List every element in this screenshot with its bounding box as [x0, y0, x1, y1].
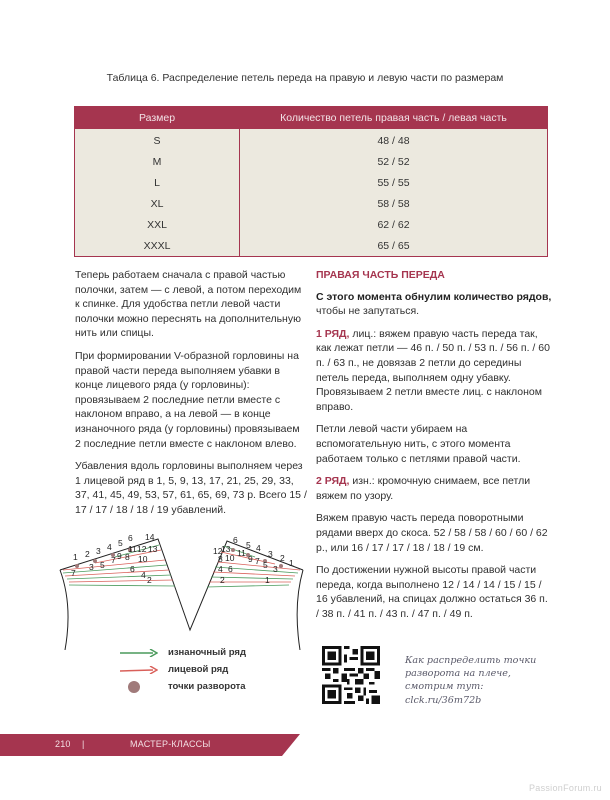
intro-rest: чтобы не запутаться.: [316, 305, 420, 318]
svg-text:3: 3: [89, 562, 94, 572]
svg-text:2: 2: [220, 575, 225, 585]
table-row: [75, 235, 548, 257]
svg-text:10: 10: [225, 553, 235, 563]
svg-text:2: 2: [280, 553, 285, 563]
svg-text:11: 11: [128, 544, 137, 554]
shoulder-diagram: [55, 530, 310, 650]
cell-size: XL: [75, 193, 240, 214]
cell-loops: 48 / 48: [377, 134, 410, 147]
cell-loops: 62 / 62: [377, 218, 410, 231]
svg-text:6: 6: [128, 533, 133, 543]
svg-text:2: 2: [85, 549, 90, 559]
right-column: [316, 268, 552, 629]
svg-text:3: 3: [273, 564, 278, 574]
legend-label: лицевой ряд: [168, 664, 229, 675]
svg-text:1: 1: [73, 552, 78, 562]
cell-size: XXL: [75, 214, 240, 235]
svg-text:7: 7: [111, 555, 116, 565]
table-row: [75, 151, 548, 172]
svg-text:5: 5: [118, 538, 123, 548]
row-2-text: изн.: кромочную снимаем, все петли вяжем по узору.: [316, 475, 531, 502]
svg-text:10: 10: [138, 554, 148, 564]
table-header-row: [75, 107, 548, 130]
svg-text:12: 12: [137, 544, 147, 554]
qr-note-line: Как распределить точки: [405, 655, 537, 666]
paragraph-row-1: [316, 327, 552, 415]
row-2-label: 2 РЯД,: [316, 475, 350, 488]
qr-note: [405, 654, 536, 707]
legend-item-right-side-row: [120, 661, 246, 678]
section-name: МАСТЕР-КЛАССЫ: [130, 739, 211, 749]
row-1-label: 1 РЯД,: [316, 327, 350, 340]
footer-separator: |: [82, 739, 85, 749]
cell-size: L: [75, 172, 240, 193]
watermark: PassionForum.ru: [528, 783, 602, 793]
legend-label: изнаночный ряд: [168, 647, 246, 658]
row-1-text: лиц.: вяжем правую часть переда так, как лежат петли — 46 п. / 50 п. / 53 п. / 56 п. / 60 п. / 63 п., не довязав 2 петли до середины петель переда, выполняем одну убавку. Провязываем 2 петли вместе лиц. с наклоном вправо.: [316, 327, 550, 413]
diagram-legend: [120, 644, 246, 695]
paragraph-intro: [316, 290, 552, 319]
paragraph-row-2: [316, 474, 552, 503]
svg-text:5: 5: [100, 560, 105, 570]
svg-text:14: 14: [145, 532, 155, 542]
cell-loops: 52 / 52: [377, 155, 410, 168]
svg-text:9: 9: [248, 554, 253, 564]
paragraph: При формировании V-образной горловины на правой части переда выполняем убавки в конце лицевого ряда (у горловины): провязываем 2 последние петли вместе с наклоном вправо, а на левой — в конце изнаночного ряда (у горловины) провязываем 2 последние петли вместе с наклоном влево.: [75, 349, 300, 450]
cell-loops: 55 / 55: [377, 176, 410, 189]
svg-text:7: 7: [255, 556, 260, 566]
intro-bold: С этого момента обнулим количество рядов,: [316, 290, 552, 303]
svg-text:2: 2: [147, 575, 152, 585]
cell-size: XXXL: [75, 235, 240, 257]
svg-text:3: 3: [268, 549, 273, 559]
cell-loops: 65 / 65: [377, 239, 410, 252]
svg-text:9: 9: [117, 551, 122, 561]
green-arrow-icon: [120, 649, 158, 657]
svg-text:8: 8: [218, 554, 223, 564]
table-row: [75, 129, 548, 151]
left-column: [75, 268, 307, 526]
svg-text:11: 11: [237, 548, 246, 558]
svg-text:3: 3: [96, 546, 101, 556]
qr-code[interactable]: [322, 646, 380, 704]
page-number: 210: [55, 739, 71, 749]
table-caption: Таблица 6. Распределение петель переда на правую и левую части по размерам: [106, 72, 504, 84]
red-arrow-icon: [120, 666, 158, 674]
svg-text:5: 5: [246, 540, 251, 550]
svg-text:7: 7: [71, 568, 76, 578]
svg-text:13: 13: [221, 544, 231, 554]
paragraph: По достижении нужной высоты правой части переда, когда выполнено 12 / 14 / 14 / 15 / 15 / 16 убавлений, на спицах должно остаться 36 п. / 38 п. / 41 п. / 43 п. / 47 п. / 49 п.: [316, 564, 548, 620]
svg-text:6: 6: [228, 564, 233, 574]
table-row: [75, 193, 548, 214]
paragraph: Вяжем правую часть переда поворотными рядами вверх до скоса. 52 / 58 / 58 / 60 / 60 / 62 р., или 16 / 17 / 17 / 18 / 18 / 19 см.: [316, 512, 548, 554]
svg-text:6: 6: [233, 535, 238, 545]
legend-item-turning-points: [120, 678, 246, 695]
svg-text:5: 5: [263, 560, 268, 570]
cell-loops: 58 / 58: [377, 197, 410, 210]
qr-note-line: разворота на плече,: [405, 668, 511, 680]
svg-text:6: 6: [130, 564, 135, 574]
svg-text:8: 8: [125, 552, 130, 562]
paragraph: Теперь работаем сначала с правой частью полочки, затем — с левой, а потом переходим к спинке. Для удобства петли левой части полочки можно переснять на дополнительную нить или спицы.: [75, 269, 302, 340]
svg-text:13: 13: [148, 544, 158, 554]
header-size: Размер: [75, 107, 240, 130]
svg-text:4: 4: [218, 564, 223, 574]
svg-text:4: 4: [256, 543, 261, 553]
svg-text:4: 4: [107, 542, 112, 552]
paragraph: Убавления вдоль горловины выполняем через 1 лицевой ряд в 1, 5, 9, 13, 17, 21, 25, 29, 33, 37, 41, 45, 49, 53, 57, 61, 65, 69, 73 р. Всего 15 / 17 / 17 / 18 / 18 / 19 убавлений.: [75, 460, 307, 516]
table-row: [75, 172, 548, 193]
header-loops: Количество петель правая часть / левая часть: [240, 107, 548, 130]
cell-size: S: [75, 129, 240, 151]
qr-note-link[interactable]: clck.ru/36m72b: [405, 694, 482, 706]
paragraph: Петли левой части убираем на вспомогательную нить, с этого момента работаем только с петлями правой части.: [316, 423, 521, 465]
svg-text:12: 12: [213, 546, 223, 556]
svg-text:4: 4: [141, 570, 146, 580]
cell-size: M: [75, 151, 240, 172]
table-row: [75, 214, 548, 235]
svg-text:1: 1: [265, 575, 270, 585]
dot-icon: [120, 680, 158, 694]
svg-text:1: 1: [289, 558, 294, 568]
qr-note-line: смотрим тут:: [405, 681, 484, 693]
size-distribution-table: [74, 106, 548, 257]
section-heading: ПРАВАЯ ЧАСТЬ ПЕРЕДА: [316, 269, 445, 281]
legend-label: точки разворота: [168, 681, 246, 692]
legend-item-wrong-side-row: [120, 644, 246, 661]
